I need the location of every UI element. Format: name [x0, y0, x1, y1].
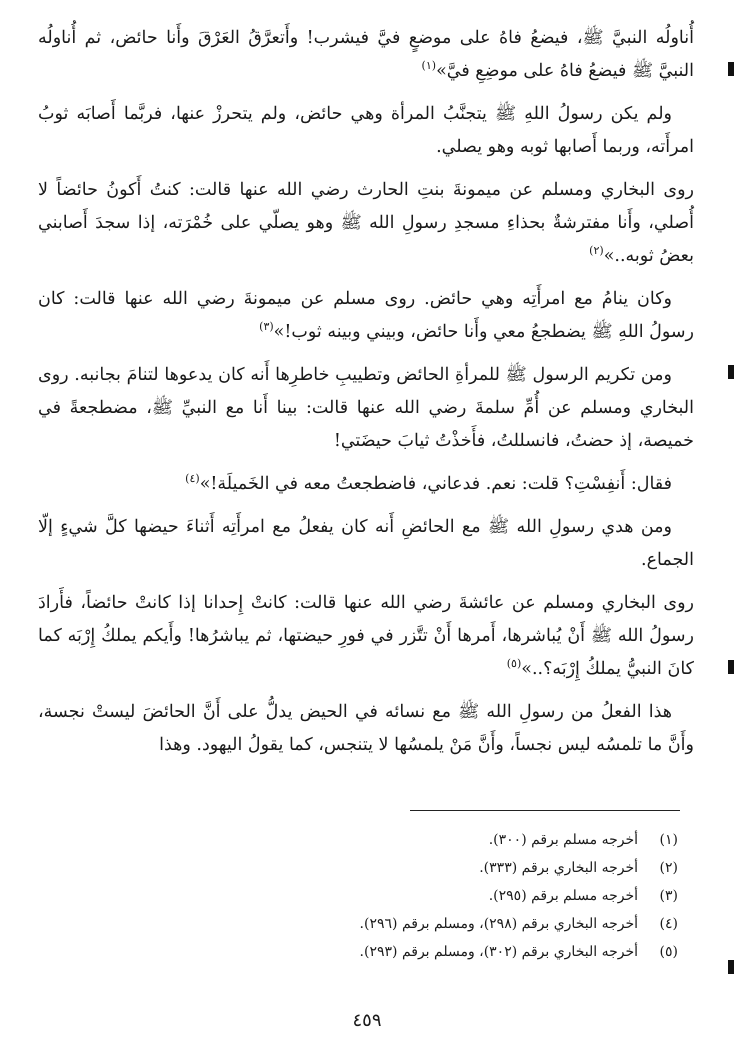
paragraph: روى البخاري ومسلم عن عائشةَ رضي الله عنها قالت: كانتْ إِحدانا إذا كانتْ حائضاً، فأَرادَ رسولُ الله ﷺ أَنْ يُباشرها، أَمرها أَنْ تتَّزر في فورِ حيضتها، ثم يباشرُها! وأَيكم يملكُ إِرْبَه كما كانَ النبيُّ يملكُ إِرْبَه؟..»$^{(٥)}$	[38, 593, 694, 679]
footnote	[208, 910, 678, 938]
footnote-text: أخرجه البخاري برقم (٢٩٨)، ومسلم برقم (٢٩٦).	[359, 916, 638, 932]
paragraph: وكان ينامُ مع امرأَتِه وهي حائض. روى مسلم عن ميمونةَ رضي الله عنها قالت: كان رسولُ اللهِ ﷺ يضطجعُ معي وأَنا حائض، وبيني وبينه ثوب!»$^{(٣)}$	[38, 289, 694, 342]
margin-mark	[728, 365, 734, 379]
footnote-text: أخرجه مسلم برقم (٣٠٠).	[488, 832, 638, 848]
footnote-text: أخرجه البخاري برقم (٣٣٣).	[479, 860, 638, 876]
margin-mark	[728, 660, 734, 674]
paragraph: ومن تكريم الرسول ﷺ للمرأةِ الحائض وتطييبِ خاطرِها أَنه كان يدعوها لتنامَ بجانبه. روى البخاري ومسلم عن أُمِّ سلمةَ رضي الله عنها قالت: بينا أَنا مع النبيِّ ﷺ، مضطجعةً في خميصة، إذ حضتُ، فانسللتُ، فأَخذْتُ ثيابَ حيضَتي!	[38, 365, 694, 451]
footnote-number: (٤)	[659, 916, 678, 932]
footnote	[208, 938, 678, 966]
footnote	[208, 854, 678, 882]
footnote-number: (٣)	[659, 888, 678, 904]
margin-mark	[728, 62, 734, 76]
footnote-text: أخرجه البخاري برقم (٣٠٢)، ومسلم برقم (٢٩٣).	[359, 944, 638, 960]
footnote-divider	[410, 810, 680, 811]
paragraph: روى البخاري ومسلم عن ميمونةَ بنتِ الحارث رضي الله عنها قالت: كنتُ أَكونُ حائضاً لا أُصلي، وأَنا مفترشةٌ بحذاءِ مسجدِ رسولِ الله ﷺ وهو يصلّي على خُمْرَته، إذا سجدَ أَصابني بعضُ ثوبه..»$^{(٢)}$	[38, 180, 694, 266]
page-number: ٤٥٩	[352, 1010, 382, 1031]
footnotes	[208, 826, 678, 966]
footnote-ref: (٤)	[185, 472, 200, 486]
footnote	[208, 826, 678, 854]
footnote-ref: (٢)	[589, 244, 604, 258]
paragraph: ولم يكن رسولُ اللهِ ﷺ يتجنَّبُ المرأة وهي حائض، ولم يتحرزْ عنها، فربَّما أَصابَه ثوبُ امرأَته، وربما أَصابها ثوبه وهو يصلي.	[38, 104, 694, 157]
footnote-number: (٥)	[659, 944, 678, 960]
margin-mark	[728, 960, 734, 974]
footnote-text: أخرجه مسلم برقم (٢٩٥).	[488, 888, 638, 904]
footnote-number: (١)	[659, 832, 678, 848]
paragraph: ومن هدي رسولِ الله ﷺ مع الحائضِ أَنه كان يفعلُ مع امرأَتِه أَثناءَ حيضها كلَّ شيءٍ إلّا الجماع.	[38, 517, 694, 570]
main-text	[38, 22, 694, 772]
footnote-ref: (٣)	[259, 320, 274, 334]
paragraph: هذا الفعلُ من رسولِ الله ﷺ مع نسائه في الحيض يدلُّ على أَنَّ الحائضَ ليستْ نجسة، وأَنَّ ما تلمسُه ليس نجساً، وأَنَّ مَنْ يلمسُها لا يتنجس، كما يقولُ اليهود. وهذا	[38, 702, 694, 755]
footnote-number: (٢)	[659, 860, 678, 876]
paragraph: فقال: أَنفِسْتِ؟ قلت: نعم. فدعاني، فاضطجعتُ معه في الخَميلَة!»$^{(٤)}$	[185, 472, 672, 494]
footnote-ref: (٥)	[506, 657, 522, 671]
paragraph: أُناولُه النبيَّ ﷺ، فيضعُ فاهُ على موضعٍ فيَّ فيشرب! وأَتعرَّقُ العَرْقَ وأَنا حائض، ثم أُناولُه النبيَّ ﷺ فيضعُ فاهُ على موضِعِ فيَّ»$^{(١)}$	[38, 28, 694, 81]
footnote-ref: (١)	[421, 59, 437, 73]
footnote	[208, 882, 678, 910]
